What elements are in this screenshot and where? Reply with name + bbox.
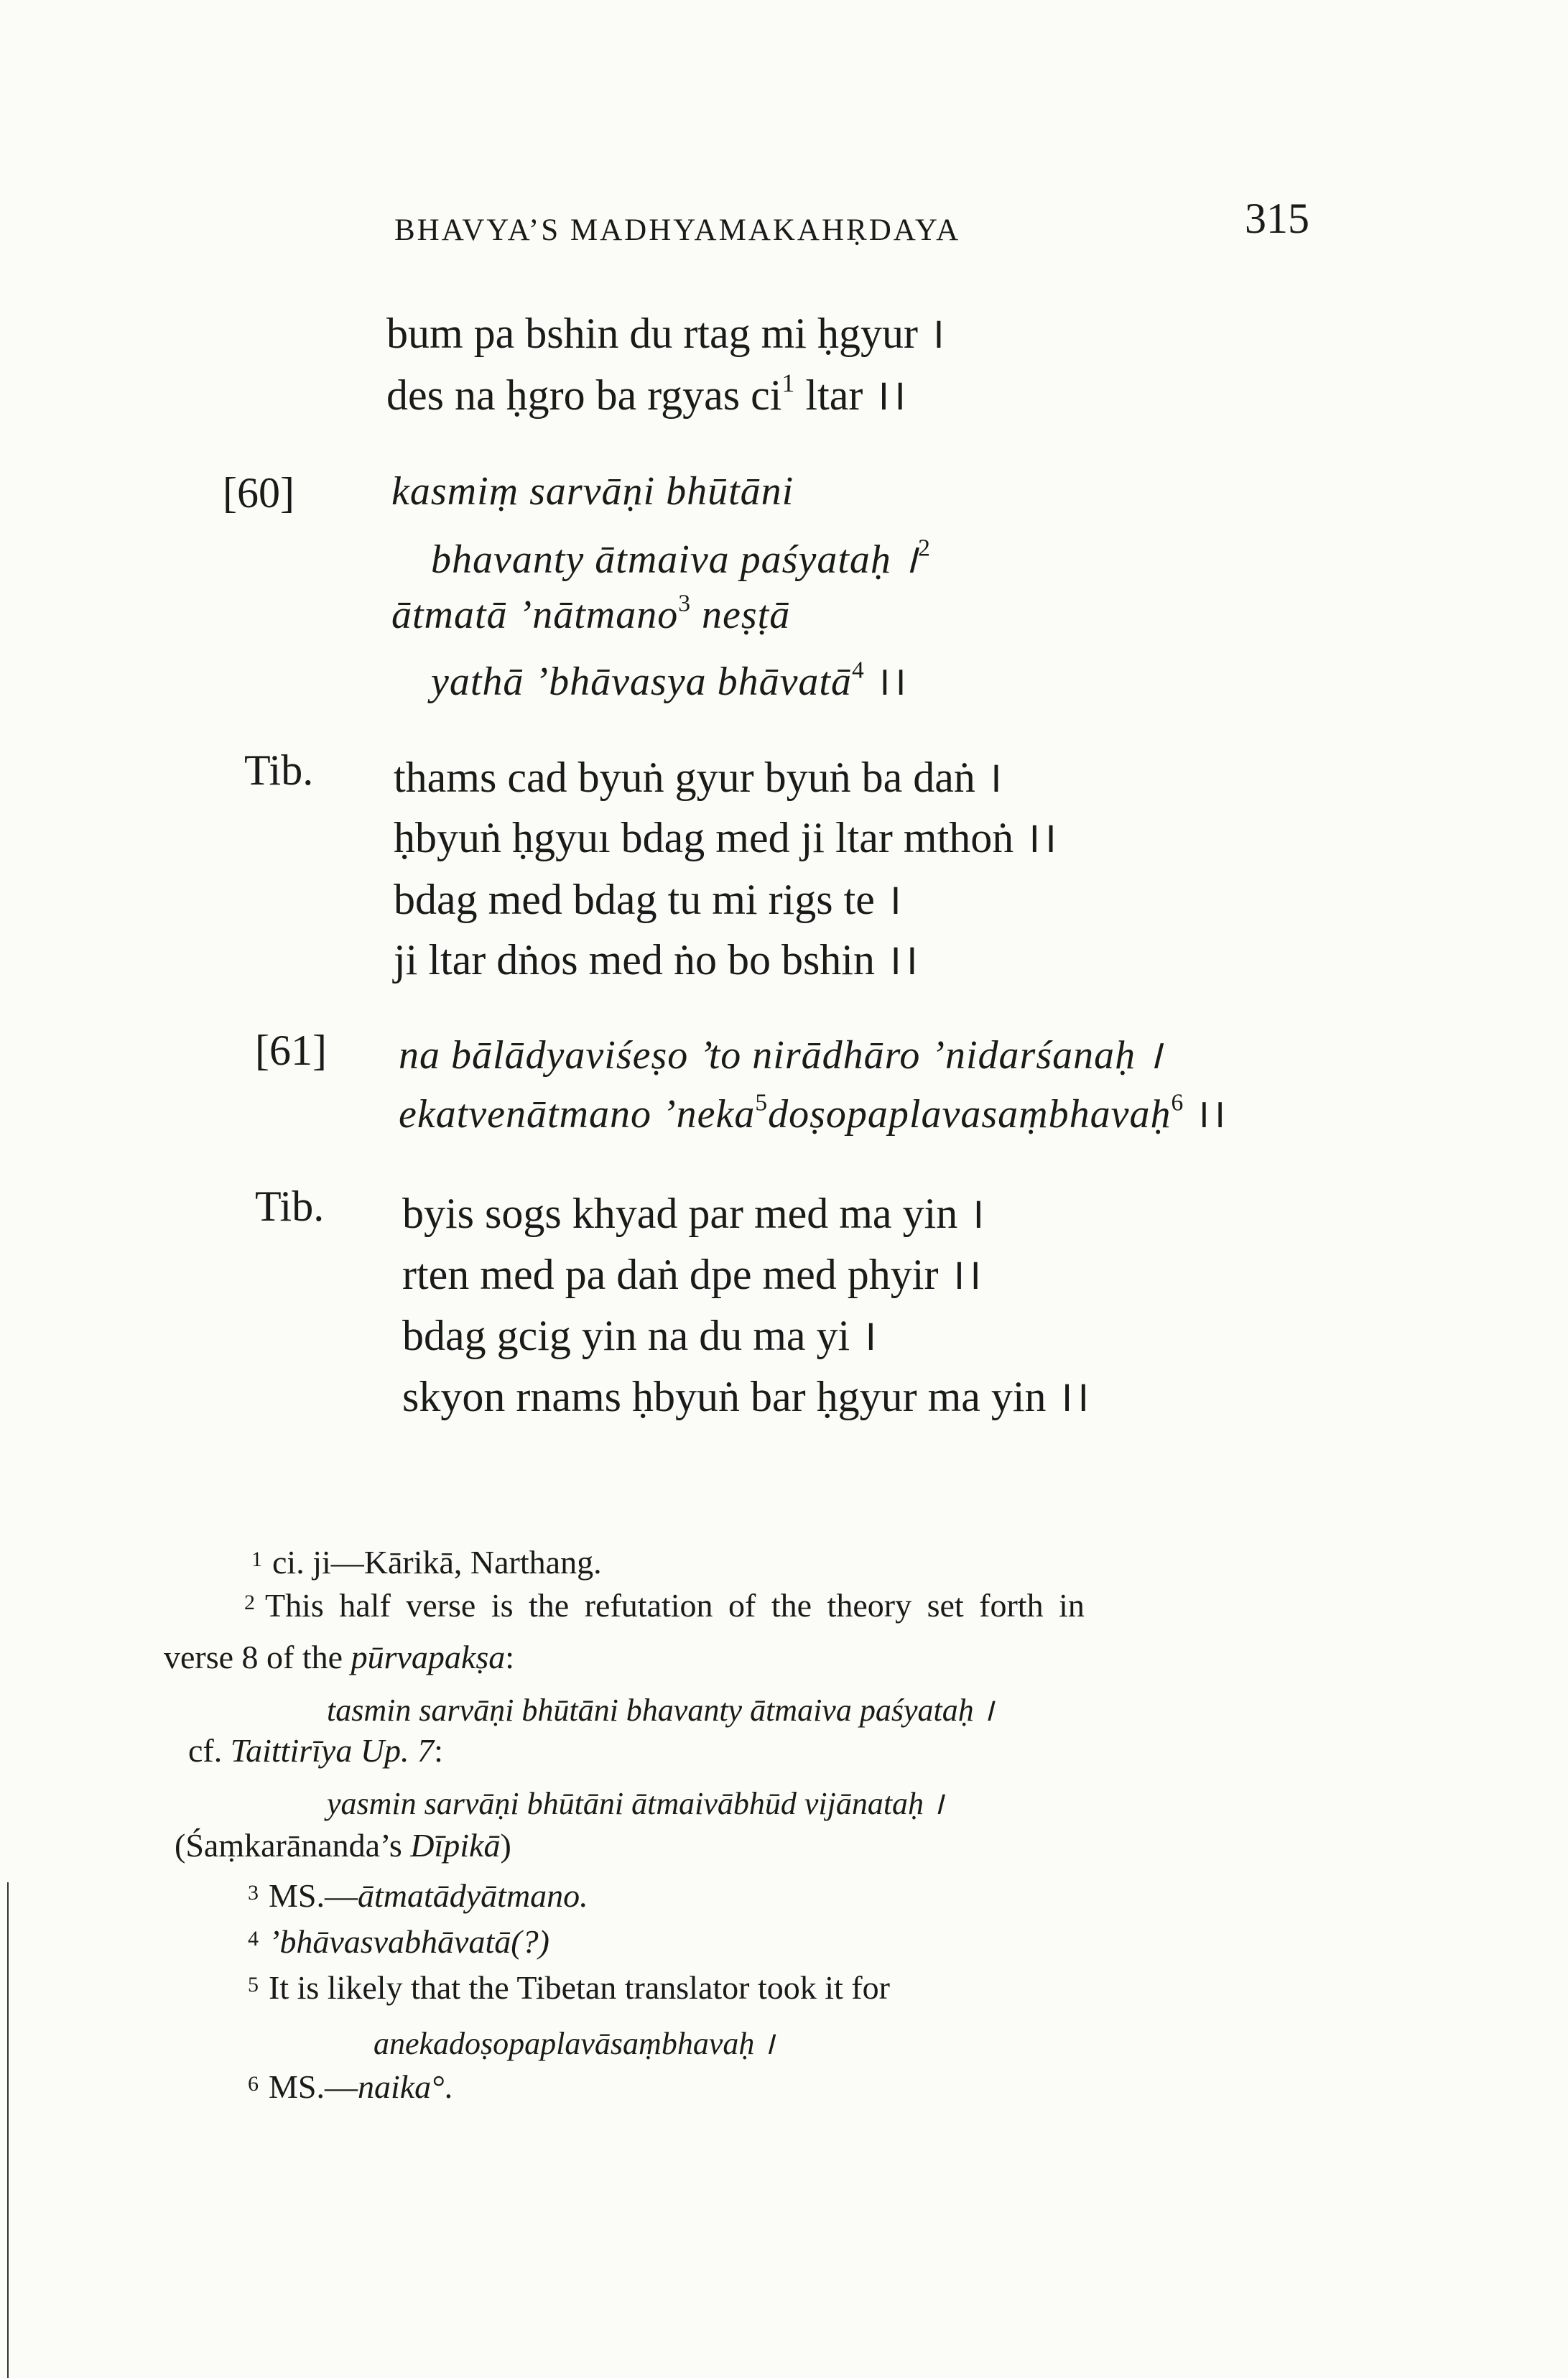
tibetan-line: des na ḥgro ba rgyas $ci^1$ ltar ।। <box>386 368 906 419</box>
tibetan-line: rten med pa daṅ dpe med phyir ।। <box>402 1251 982 1298</box>
sanskrit-line: ātmatā ’nātmano$^3$ neṣṭā <box>391 590 791 637</box>
footnote-2-cont: verse 8 of the pūrvapakṣa: <box>164 1639 514 1675</box>
footnote-2-source: (Śaṃkarānanda’s Dīpikā) <box>175 1827 511 1864</box>
tibetan-line: bum pa bshin du rtag mi ḥgyur । <box>386 310 945 357</box>
tibetan-line: skyon rnams ḥbyuṅ bar ḥgyur ma yin ।। <box>402 1373 1090 1420</box>
footnote-ref: 4 <box>851 657 865 684</box>
sanskrit-line: bhavanty ātmaiva paśyataḥ ।$^2$ <box>431 535 931 582</box>
scan-edge-line <box>7 1882 9 2378</box>
verse-number: [61] <box>255 1027 327 1074</box>
footnote-3: $^3$ MS.—ātmatādyātmano. <box>248 1877 588 1914</box>
tibetan-line: bdag gcig yin na du ma yi । <box>402 1312 877 1359</box>
sanskrit-line: na bālādyaviśeṣo ’to nirādhāro ’nidarśanaḥ । <box>399 1033 1163 1078</box>
footnote-2-quote: tasmin sarvāṇi bhūtāni bhavanty ātmaiva paśyataḥ । <box>327 1693 994 1728</box>
footnote-2-cf: cf. Taittirīya Up. 7: <box>188 1732 443 1769</box>
footnote-ref: 1 <box>781 368 795 397</box>
footnote-2: $^2$ This half verse is the refutation of the theory set forth in <box>244 1587 1085 1624</box>
footnote-5-cont: anekadoṣopaplavāsaṃbhavaḥ । <box>374 2026 775 2061</box>
footnote-4: $^4$ ’bhāvasvabhāvatā(?) <box>248 1923 549 1960</box>
tibetan-line: bdag med bdag tu mi rigs te । <box>394 876 902 923</box>
sanskrit-line: kasmiṃ sarvāṇi bhūtāni <box>391 469 794 514</box>
verse-number: [60] <box>223 469 294 517</box>
page-number: 315 <box>1245 195 1309 242</box>
footnote-ref: 3 <box>678 590 692 617</box>
footnote-ref: 2 <box>918 535 931 562</box>
tibetan-line: ji ltar dṅos med ṅo bo bshin ।। <box>394 936 919 984</box>
tib-label: Tib. <box>244 746 314 794</box>
sanskrit-line: ekatvenātmano ’neka$^5$doṣopaplavasaṃbhavaḥ$^6$ ।। <box>399 1089 1227 1137</box>
footnote-1: $^1$ ci. ji—Kārikā, Narthang. <box>251 1544 602 1581</box>
running-header: BHAVYA’S MADHYAMAKAHṚDAYA <box>394 213 961 247</box>
footnote-ref: 5 <box>755 1089 769 1116</box>
footnote-6: $^6$ MS.—naika°. <box>248 2068 453 2105</box>
tibetan-line: thams cad byuṅ gyur byuṅ ba daṅ । <box>394 754 1003 801</box>
footnote-2-quote: yasmin sarvāṇi bhūtāni ātmaivābhūd vijānataḥ । <box>327 1786 944 1821</box>
sanskrit-line: yathā ’bhāvasya bhāvatā$^4$ ।। <box>431 657 908 704</box>
tib-label: Tib. <box>255 1183 325 1230</box>
tibetan-line: byis sogs khyad par med ma yin । <box>402 1190 985 1237</box>
tibetan-line: ḥbyuṅ ḥgyuı bdag med ji ltar mthoṅ ।। <box>394 814 1057 861</box>
footnote-5: $^5$ It is likely that the Tibetan translator took it for <box>248 1969 890 2006</box>
footnote-ref: 6 <box>1171 1089 1184 1116</box>
